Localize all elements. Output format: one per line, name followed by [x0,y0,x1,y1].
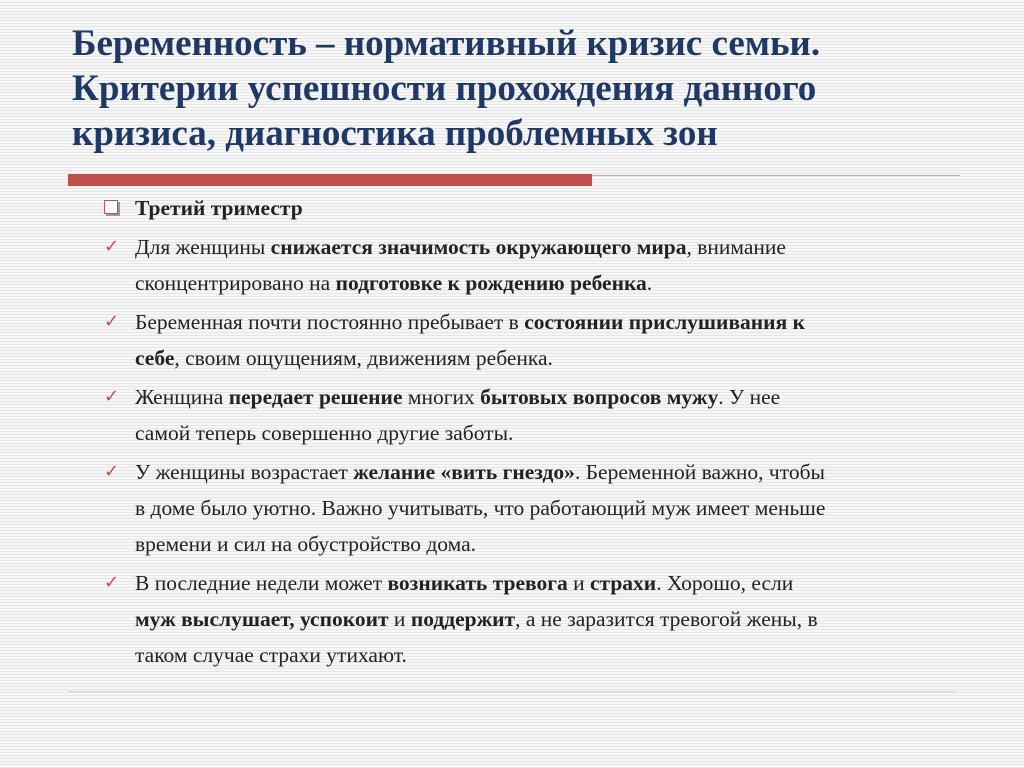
body-text: и [388,607,411,631]
emphasis-text: подготовке к рождению ребенка [335,271,647,295]
emphasis-text: муж выслушает, успокоит [135,607,389,631]
list-item [104,304,964,376]
emphasis-text: поддержит [410,607,516,631]
bullet-list [104,229,964,673]
body-text: , а не заразится тревогой жены, в [515,607,818,631]
body-text: . Хорошо, если [656,571,794,595]
emphasis-text: желание «вить гнездо» [353,460,575,484]
list-item-line [135,265,964,301]
check-bullet-icon: ✓ [104,236,120,257]
list-item-line [135,637,964,673]
list-item-line [135,304,964,340]
content-list [104,190,964,673]
list-item [104,379,964,451]
emphasis-text: состоянии прислушивания к [524,310,805,334]
section-heading-text: Третий триместр [135,196,303,220]
body-text: . [646,271,653,295]
list-item-line [135,454,964,490]
body-text: В последние недели может [135,571,388,595]
list-item-line [135,415,964,451]
list-item [104,565,964,673]
list-item-line [135,565,964,601]
emphasis-text: снижается значимость окружающего мира [270,235,687,259]
body-text: многих [402,385,481,409]
title-divider [592,175,960,176]
square-bullet-icon [104,200,118,214]
list-item-line [135,379,964,415]
title-line: кризиса, диагностика проблемных зон [72,113,718,154]
body-text: , внимание [686,235,786,259]
list-item-line [135,229,964,265]
body-text: сконцентрировано на [135,271,336,295]
body-text: самой теперь совершенно другие заботы. [135,421,514,445]
body-text: , своим ощущениям, движениям ребенка. [174,346,553,370]
body-text: Беременная почти постоянно пребывает в [135,310,525,334]
title-line: Критерии успешности прохождения данного [72,68,817,109]
bottom-divider [68,691,956,692]
emphasis-text: передает решение [228,385,403,409]
list-item [104,229,964,301]
list-item-line [135,340,964,376]
body-text: таком случае страхи утихают. [135,643,407,667]
emphasis-text: возникать тревога [387,571,568,595]
body-text: . Беременной важно, чтобы [574,460,825,484]
body-text: в доме было уютно. Важно учитывать, что работающий муж имеет меньше [135,496,826,520]
emphasis-text: себе [135,346,175,370]
check-bullet-icon: ✓ [104,572,120,593]
emphasis-text: страхи [589,571,657,595]
list-item-line [135,601,964,637]
section-heading [104,190,964,226]
title-accent-bar [68,174,592,186]
body-text: времени и сил на обустройство дома. [135,532,476,556]
body-text: Для женщины [135,235,271,259]
body-text: и [567,571,590,595]
list-item [104,454,964,562]
check-bullet-icon: ✓ [104,386,120,407]
emphasis-text: бытовых вопросов мужу [480,385,719,409]
check-bullet-icon: ✓ [104,311,120,332]
body-text: У женщины возрастает [135,460,354,484]
body-text: Женщина [135,385,229,409]
title-line: Беременность – нормативный кризис семьи. [72,23,821,64]
check-bullet-icon: ✓ [104,461,120,482]
slide-title [72,21,972,156]
list-item-line [135,490,964,526]
body-text: . У нее [718,385,781,409]
list-item-line [135,526,964,562]
